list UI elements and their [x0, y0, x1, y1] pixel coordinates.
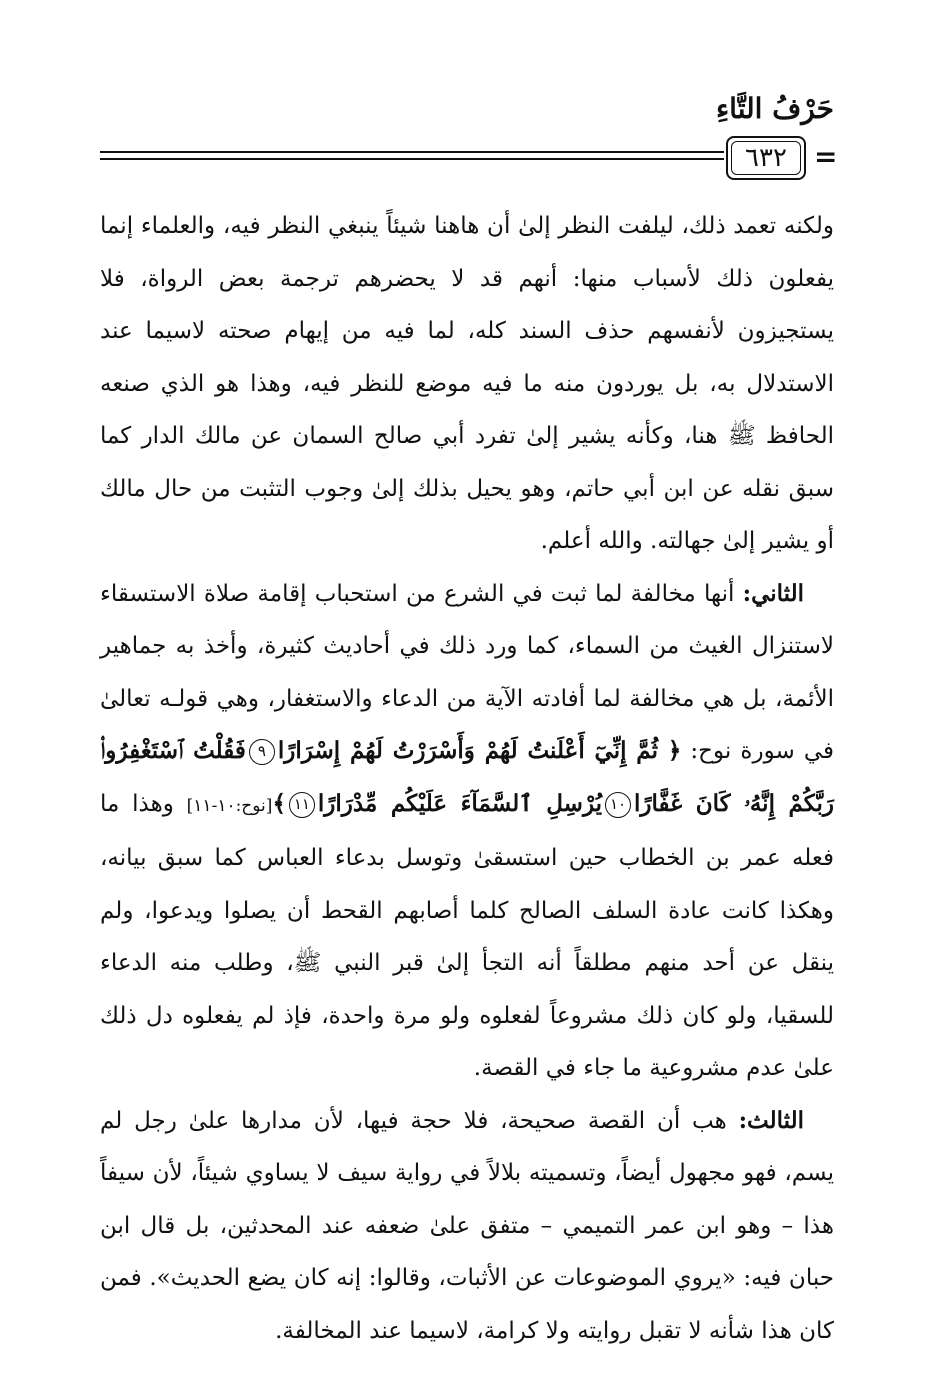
quran-verse-2: فَقُلْتُ ٱسْتَغْفِرُوا۟ رَبَّكُمْ إِنَّهُۥ كَانَ غَفَّارًا — [100, 737, 834, 817]
page-number: ٦٣٢ — [745, 143, 787, 173]
aya-number-11: ١١ — [289, 792, 315, 818]
aya-number-9: ٩ — [249, 739, 275, 765]
header-rule-top — [100, 151, 724, 153]
page-body — [100, 200, 834, 1357]
paragraph-2 — [100, 568, 834, 1095]
quran-reference: [نوح:١٠-١١] — [186, 795, 273, 816]
paragraph-1: ولكنه تعمد ذلك، ليلفت النظر إلىٰ أن هاهنا شيئاً ينبغي النظر فيه، والعلماء إنما يفعلون ذلك لأسباب منها: أنهم قد لا يحضرهم ترجمة بعض الرواة، فلا يستجيزون لأنفسهم حذف السند كله، لما فيه من إيهام صحته لاسيما عند الاستدلال به، بل يوردون منه ما فيه موضع للنظر فيه، وهذا هو الذي صنعه الحافظ ﷺ هنا، وكأنه يشير إلىٰ تفرد أبي صالح السمان عن مالك الدار كما سبق نقله عن ابن أبي حاتم، وهو يحيل بذلك إلىٰ وجوب التثبت من حال مالك أو يشير إلىٰ جهالته. والله أعلم. — [100, 213, 834, 554]
chapter-title: حَرْفُ التَّاءِ — [716, 92, 834, 125]
quran-verse-3: يُرْسِلِ ٱلسَّمَآءَ عَلَيْكُم مِّدْرَارًا — [317, 789, 603, 817]
paragraph-2-text-2: وهذا ما فعله عمر بن الخطاب حين استسقىٰ وتوسل بدعاء العباس كما سبق بيانه، وهكذا كانت عادة السلف الصالح كلما أصابهم القحط أن يصلوا ويدعوا، ولم ينقل عن أحد منهم مطلقاً أنه التجأ إلىٰ قبر النبي ﷺ، وطلب منه الدعاء للسقيا، ولو كان ذلك مشروعاً لفعلوه ولو مرة واحدة، فإذ لم يفعلوه دل ذلك علىٰ عدم مشروعية ما جاء في القصة. — [100, 790, 834, 1081]
paragraph-2-lead: الثاني: — [742, 579, 804, 607]
header-rule-bottom — [100, 158, 724, 160]
paragraph-3 — [100, 1095, 834, 1358]
paragraph-3-lead: الثالث: — [738, 1106, 804, 1134]
page-number-box — [726, 136, 806, 180]
paragraph-2-text-1: أنها مخالفة لما ثبت في الشرع من استحباب إقامة صلاة الاستسقاء لاستنزال الغيث من السماء، كما ورد ذلك في أحاديث كثيرة، وأخذ به جماهير الأئمة، بل هي مخالفة لما أفادته الآية من الدعاء والاستغفار، وهي قولـه تعالىٰ في سورة نوح: — [100, 580, 834, 764]
aya-number-10: ١٠ — [605, 792, 631, 818]
page-header — [0, 0, 934, 200]
paragraph-3-text: هب أن القصة صحيحة، فلا حجة فيها، لأن مدارها علىٰ رجل لم يسم، فهو مجهول أيضاً، وتسميته بلالاً في رواية سيف لا يساوي شيئاً، لأن سيفاً هذا – وهو ابن عمر التميمي – متفق علىٰ ضعفه عند المحدثين، بل قال ابن حبان فيه: «يروي الموضوعات عن الأثبات، وقالوا: إنه كان يضع الحديث». فمن كان هذا شأنه لا تقبل روايته ولا كرامة، لاسيما عند المخالفة. — [100, 1107, 834, 1344]
quran-close-bracket: ﴾ — [272, 789, 286, 817]
quran-verse-1: ﴿ ثُمَّ إِنِّيٓ أَعْلَنتُ لَهُمْ وَأَسْرَرْتُ لَهُمْ إِسْرَارًا — [277, 737, 682, 764]
header-equals-mark: = — [814, 140, 838, 173]
